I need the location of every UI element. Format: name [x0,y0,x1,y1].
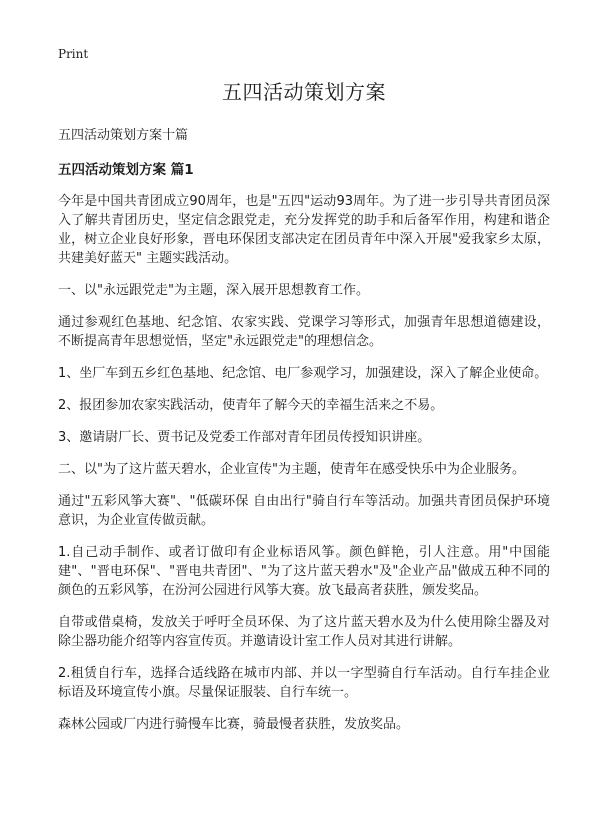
paragraph-leaflets: 自带或借桌椅，发放关于呼吁全员环保、为了这片蓝天碧水及为什么使用除尘器及对除尘器功能介绍等内容宣传页。并邀请设计室工作人员对其进行讲解。 [58,615,550,649]
paragraph-bike-ride: 2.租赁自行车，选择合适线路在城市内部、并以一字型骑自行车活动。自行车挂企业标语及环境宣传小旗。尽量保证服装、自行车统一。 [58,666,550,700]
paragraph-part-one-body: 通过参观红色基地、纪念馆、农家实践、党课学习等形式，加强青年思想道德建设，不断提高青年思想觉悟，坚定"永远跟党走"的理想信念。 [58,315,550,349]
paragraph-item-2: 2、报团参加农家实践活动，使青年了解今天的幸福生活来之不易。 [58,398,444,413]
page-title: 五四活动策划方案 [222,80,386,104]
paragraph-intro: 今年是中国共青团成立90周年，也是"五四"运动93周年。为了进一步引导共青团员深入了解共青团历史，坚定信念跟党走，充分发挥党的助手和后备军作用，构建和谐企业，树立企业良好形象，晋电环保团支部决定在团员青年中深入开展"爱我家乡太原，共建美好蓝天" 主题实践活动。 [58,194,550,266]
paragraph-part-one-heading: 一、以"永远跟党走"为主题，深入展开思想教育工作。 [58,283,369,298]
paragraph-item-3: 3、邀请尉厂长、贾书记及党委工作部对青年团员传授知识讲座。 [58,430,431,445]
paragraph-part-two-heading: 二、以"为了这片蓝天碧水，企业宣传"为主题，使青年在感受快乐中为企业服务。 [58,462,525,477]
section-heading: 五四活动策划方案 篇1 [58,162,194,178]
document-subtitle: 五四活动策划方案十篇 [58,128,189,143]
paragraph-item-1: 1、坐厂车到五乡红色基地、纪念馆、电厂参观学习，加强建设，深入了解企业使命。 [58,366,548,381]
paragraph-kite-contest: 1.自己动手制作、或者订做印有企业标语风筝。颜色鲜艳，引人注意。用"中国能建"、"晋电环保"、"晋电共青团"、"为了这片蓝天碧水"及"企业产品"做成五种不同的颜色的五彩风筝，在汾河公园进行风筝大赛。放飞最高者获胜，颁发奖品。 [58,545,550,598]
paragraph-part-two-body: 通过"五彩风筝大赛"、"低碳环保 自由出行"骑自行车等活动。加强共青团员保护环境意识，为企业宣传做贡献。 [58,494,550,528]
paragraph-slow-race: 森林公园或厂内进行骑慢车比赛，骑最慢者获胜，发放奖品。 [58,717,410,732]
print-link[interactable]: Print [58,47,89,61]
document-body [58,78,550,747]
